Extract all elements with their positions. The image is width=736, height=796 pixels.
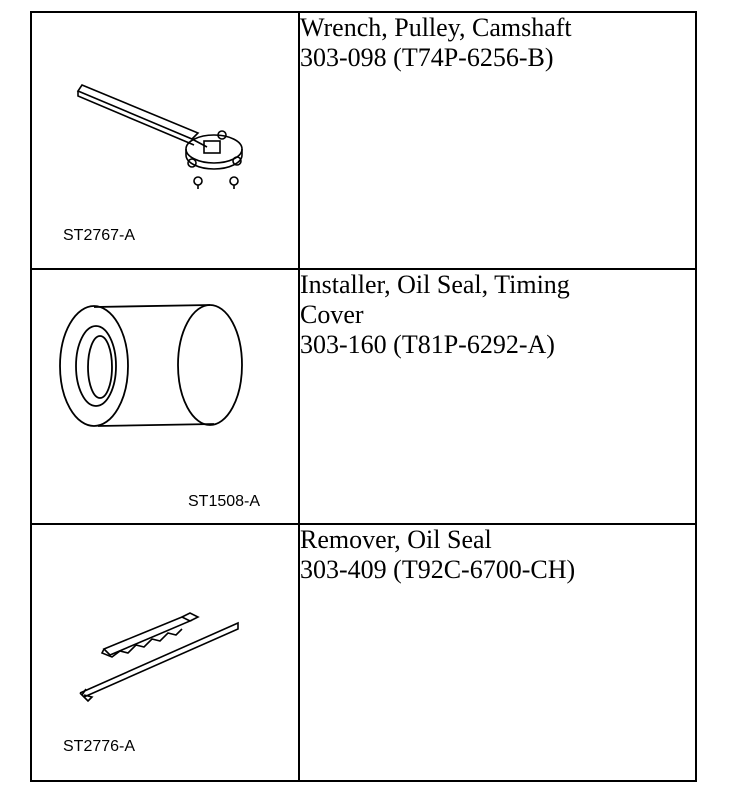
tool-code: ST2776-A: [63, 738, 136, 755]
tool-name: Installer, Oil Seal, Timing: [300, 270, 570, 299]
tool-description: [299, 524, 696, 781]
tool-number: 303-160 (T81P-6292-A): [300, 330, 555, 359]
tool-image-cell: [31, 524, 299, 781]
tool-description: [299, 269, 696, 524]
tool-name: Remover, Oil Seal: [300, 525, 492, 554]
tool-description: [299, 12, 696, 269]
tool-name: Cover: [300, 300, 364, 329]
tool-image-cell: [31, 269, 299, 524]
tool-name: Wrench, Pulley, Camshaft: [300, 13, 572, 42]
tool-code: ST1508-A: [188, 493, 261, 510]
tools-table: [30, 11, 697, 782]
tool-row: [31, 12, 696, 269]
seal-installer-icon: [32, 270, 298, 526]
tool-number: 303-409 (T92C-6700-CH): [300, 555, 576, 584]
tool-image-cell: [31, 12, 299, 269]
tool-code: ST2767-A: [63, 227, 136, 244]
tool-number: 303-098 (T74P-6256-B): [300, 43, 554, 72]
tool-row: [31, 269, 696, 524]
tool-row: [31, 524, 696, 781]
